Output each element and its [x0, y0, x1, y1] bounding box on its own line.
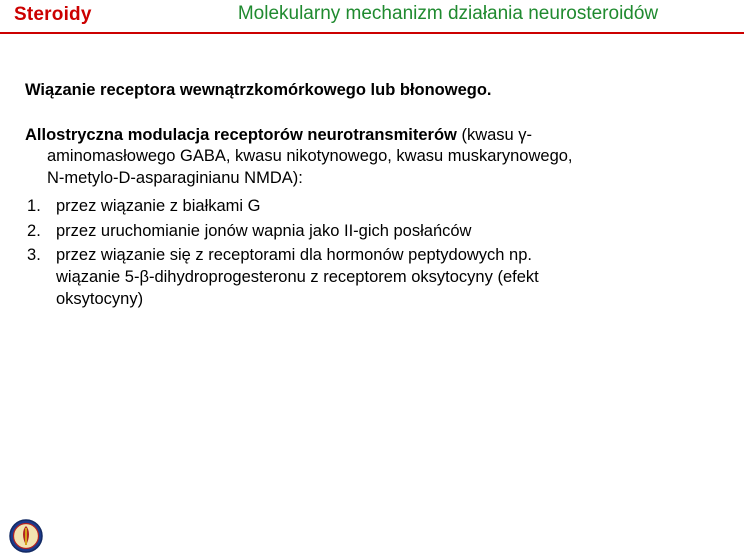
list-item [25, 221, 722, 243]
allosteric-heading-tail: (kwasu γ- [456, 125, 533, 144]
list-item-line: wiązanie 5-β-dihydroprogesteronu z receptorem oksytocyny (efekt [56, 268, 539, 287]
institution-seal-logo [8, 518, 44, 554]
mechanism-list [25, 196, 722, 311]
allosteric-paragraph [25, 125, 722, 190]
header-brand-label: Steroidy [14, 4, 92, 25]
list-item-line: przez wiązanie się z receptorami dla hormonów peptydowych np. [56, 246, 532, 265]
slide-header [0, 0, 744, 34]
lead-statement: Wiązanie receptora wewnątrzkomórkowego lub błonowego. [25, 81, 492, 99]
list-item-line: przez uruchomianie jonów wapnia jako II-gich posłańców [56, 221, 472, 240]
slide-body [0, 34, 744, 311]
list-item-line: przez wiązanie z białkami G [56, 196, 261, 215]
allosteric-heading: Allostryczna modulacja receptorów neurotransmiterów [25, 125, 457, 144]
allosteric-line-3: N-metylo-D-asparaginianu NMDA): [47, 169, 303, 188]
list-item-line: oksytocyny) [56, 289, 144, 308]
list-item [25, 196, 722, 218]
allosteric-line-2: aminomasłowego GABA, kwasu nikotynowego, kwasu muskarynowego, [47, 147, 573, 166]
content-block [0, 80, 744, 311]
list-item [25, 245, 722, 310]
page-title: Molekularny mechanizm działania neurosteroidów [237, 3, 659, 24]
